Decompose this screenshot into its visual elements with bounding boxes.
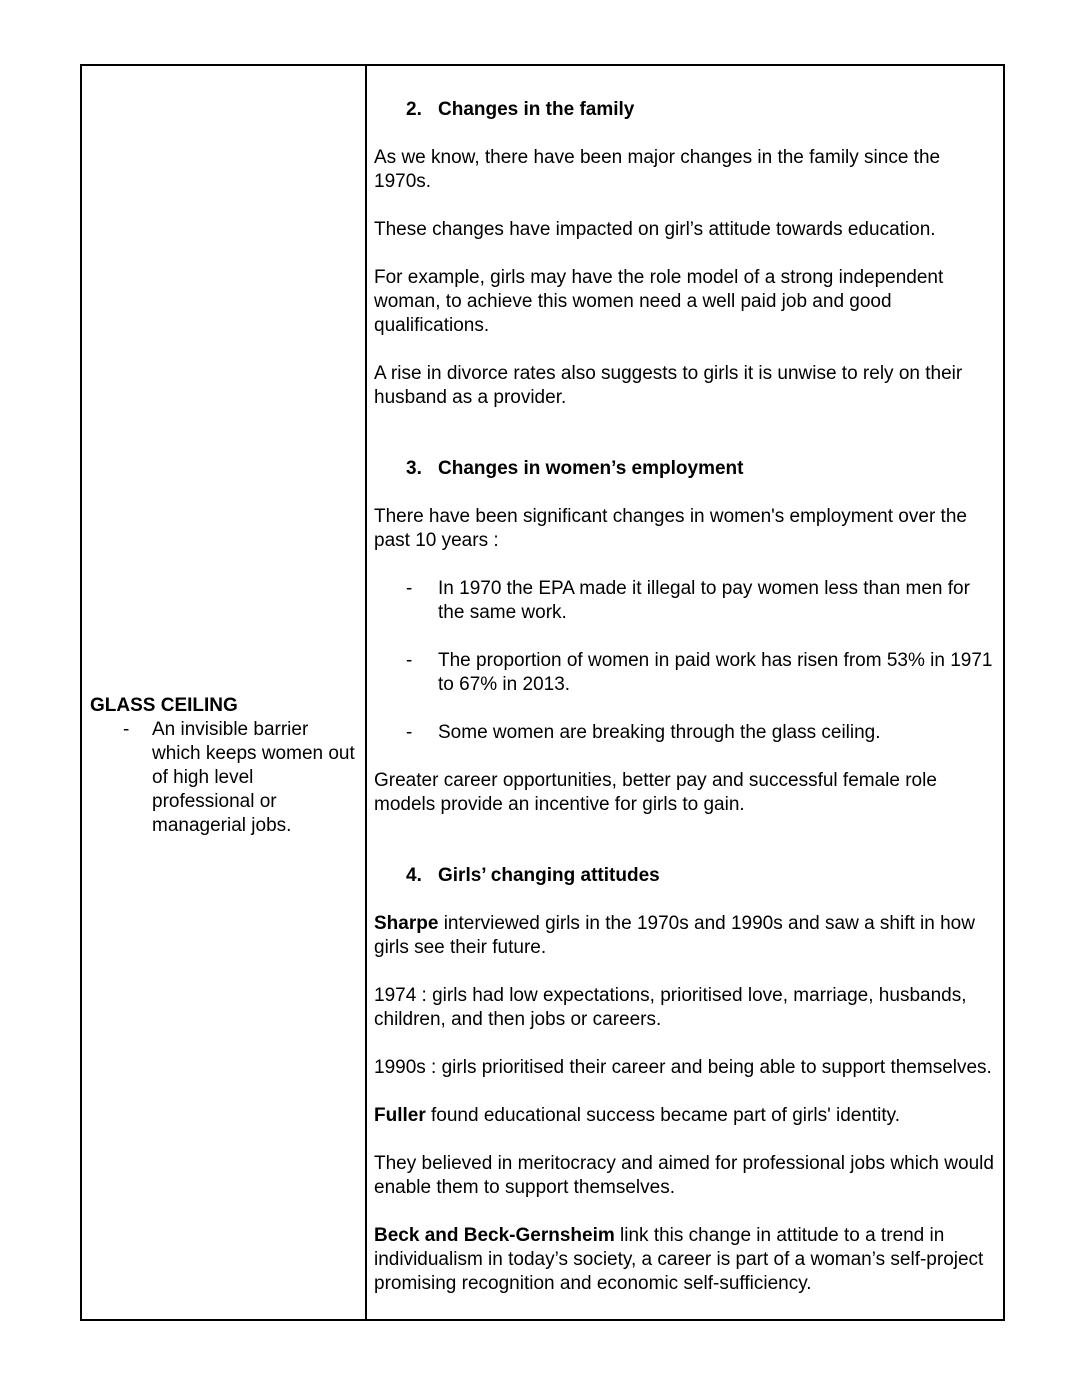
researcher-name: Sharpe [374,913,439,934]
key-term-cell [90,694,358,838]
section-title: Girls’ changing attitudes [438,865,660,886]
researcher-name: Fuller [374,1105,426,1126]
notes-cell [374,98,1001,1296]
bullet-dash: - [406,722,413,743]
paragraph-text: found educational success became part of girls' identity. [425,1105,901,1126]
section-number: 4. [406,865,422,886]
paragraph: 1974 : girls had low expectations, prioritised love, marriage, husbands, children, and then jobs or careers. [374,985,967,1030]
key-term-definition [90,718,358,838]
bullet-text: The proportion of women in paid work has risen from 53% in 1971 to 67% in 2013. [438,650,993,695]
paragraph-beck [374,1224,1001,1296]
bullet-text: Some women are breaking through the glass ceiling. [438,722,881,743]
section-number: 2. [406,99,422,120]
column-divider [365,66,367,1319]
section-title: Changes in women’s employment [438,458,744,479]
definition-text: An invisible barrier which keeps women out of high level professional or managerial jobs. [152,719,355,836]
bullet-text: In 1970 the EPA made it illegal to pay women less than men for the same work. [438,578,970,623]
paragraph-text: interviewed girls in the 1970s and 1990s and saw a shift in how girls see their future. [374,913,975,958]
notes-table [80,64,1005,1321]
list-item [374,577,1001,625]
paragraph: They believed in meritocracy and aimed for professional jobs which would enable them to support themselves. [374,1153,994,1198]
paragraph: Greater career opportunities, better pay and successful female role models provide an incentive for girls to gain. [374,770,937,815]
paragraph-text: link this change in attitude to a trend in individualism in today’s society, a career is part of a woman’s self-project promising recognition and economic self-sufficiency. [374,1225,984,1294]
paragraph: There have been significant changes in women's employment over the past 10 years : [374,506,967,551]
section-heading-attitudes [374,864,1001,888]
researcher-name: Beck and Beck-Gernsheim [374,1225,615,1246]
paragraph: A rise in divorce rates also suggests to girls it is unwise to rely on their husband as a provider. [374,363,963,408]
paragraph-fuller [374,1104,1001,1128]
section-heading-family [374,98,1001,122]
paragraph: As we know, there have been major changes in the family since the 1970s. [374,147,941,192]
key-term-title: GLASS CEILING [90,695,238,716]
paragraph-sharpe [374,912,1001,960]
section-title: Changes in the family [438,99,635,120]
list-item [374,649,1001,697]
definition-dash: - [123,719,130,740]
paragraph: These changes have impacted on girl’s attitude towards education. [374,219,936,240]
bullet-dash: - [406,650,413,671]
paragraph: 1990s : girls prioritised their career and being able to support themselves. [374,1057,992,1078]
section-heading-employment [374,457,1001,481]
bullet-dash: - [406,578,413,599]
list-item [374,721,1001,745]
section-number: 3. [406,458,422,479]
paragraph: For example, girls may have the role model of a strong independent woman, to achieve this women need a well paid job and good qualifications. [374,267,944,336]
